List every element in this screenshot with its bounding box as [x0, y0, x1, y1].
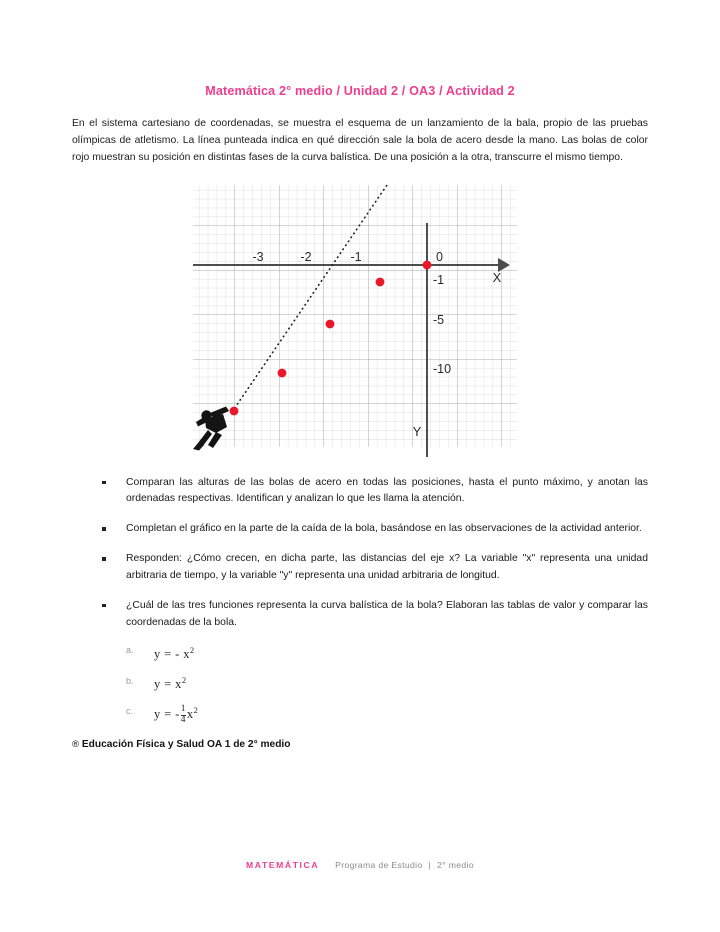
registered-mark-icon: ® — [72, 738, 79, 750]
bullet-icon — [102, 557, 106, 561]
equation-rhs: x — [175, 676, 182, 691]
task-text: Responden: ¿Cómo crecen, en dicha parte, las distancias del eje x? La variable "x" representa una unidad arbitraria de tiempo, y la variable "y" representa una unidad arbitraria de longitud. — [126, 553, 648, 581]
data-point-dot — [423, 260, 432, 269]
fraction-numerator: 1 — [180, 704, 186, 715]
data-point-dot — [376, 277, 385, 286]
page-footer — [0, 860, 720, 870]
equation-relation: = — [164, 646, 172, 661]
y-axis-label: Y — [412, 423, 422, 439]
task-text: ¿Cuál de las tres funciones representa la curva balística de la bola? Elaboran las tablas de valor y comparar las coordenadas de la bola. — [126, 599, 648, 628]
data-point-dot — [278, 368, 287, 377]
data-point-dot — [326, 319, 335, 328]
fraction-denominator: 4 — [180, 714, 186, 725]
y-tick-label-minus5: -5 — [433, 312, 445, 327]
oa-reference-note — [72, 739, 648, 750]
intro-paragraph: En el sistema cartesiano de coordenadas, se muestra el esquema de un lanzamiento de la bala, propio de las pruebas olímpicas de atletismo. La línea punteada indica en qué dirección sale la bola de acero desde la mano. Las bolas de color rojo muestran su posición en distintas fases de la curva balística. De una posición a la otra, transcurre el mismo tiempo. — [72, 118, 648, 163]
footer-level: 2° medio — [437, 860, 474, 870]
task-list-item — [98, 598, 648, 632]
equation-variable: x — [186, 706, 194, 721]
footer-program: Programa de Estudio — [335, 860, 423, 870]
task-text: Comparan las alturas de las bolas de acero en todas las posiciones, hasta el punto máximo, y anotan las ordenadas respectivas. Identifican y analizan lo que les llama la atención. — [126, 476, 648, 505]
equation-body — [154, 674, 187, 691]
equation-exponent: 2 — [193, 704, 199, 715]
x-tick-label-minus3: -3 — [252, 249, 264, 264]
bullet-icon — [102, 604, 106, 608]
coordinate-plane-figure — [72, 181, 648, 461]
x-axis-label: X — [492, 269, 502, 285]
equation-marker: c. — [126, 705, 134, 716]
equation-list-item — [126, 675, 648, 692]
bullet-icon — [102, 481, 106, 485]
x-tick-label-zero: 0 — [436, 249, 443, 264]
equation-body — [154, 704, 199, 725]
oa-reference-text: Educación Física y Salud OA 1 de 2° medio — [81, 738, 291, 750]
task-list — [72, 475, 648, 632]
data-point-dot — [230, 406, 239, 415]
equation-rhs: - — [175, 706, 180, 721]
chart-grid — [193, 185, 517, 447]
task-list-item — [98, 475, 648, 509]
footer-separator: | — [428, 860, 432, 870]
footer-brand: MATEMÁTICA — [246, 860, 320, 870]
equation-exponent: 2 — [189, 644, 195, 655]
equation-exponent: 2 — [181, 674, 187, 685]
y-tick-label-minus1: -1 — [433, 272, 445, 287]
bullet-icon — [102, 527, 106, 531]
equation-fraction — [181, 705, 186, 725]
equation-list-item — [126, 644, 648, 661]
equation-list-item — [126, 705, 648, 726]
x-tick-label-minus2: -2 — [300, 249, 312, 264]
page-title: Matemática 2° medio / Unidad 2 / OA3 / Actividad 2 — [205, 84, 515, 98]
equation-relation: = — [164, 676, 172, 691]
equation-rhs: - x — [175, 646, 190, 661]
task-text: Completan el gráfico en la parte de la caída de la bola, basándose en las observaciones de la actividad anterior. — [126, 523, 642, 535]
equation-lhs: y — [154, 706, 161, 721]
x-tick-label-minus1: -1 — [350, 249, 362, 264]
equation-marker: b. — [126, 675, 134, 686]
equation-relation: = — [164, 706, 172, 721]
equation-body — [154, 644, 195, 661]
equation-lhs: y — [154, 646, 161, 661]
cartesian-chart — [190, 181, 530, 461]
equation-marker: a. — [126, 645, 134, 656]
y-tick-label-minus10: -10 — [433, 361, 452, 376]
task-list-item — [98, 521, 648, 538]
equation-list — [72, 644, 648, 725]
equation-lhs: y — [154, 676, 161, 691]
task-list-item — [98, 551, 648, 585]
